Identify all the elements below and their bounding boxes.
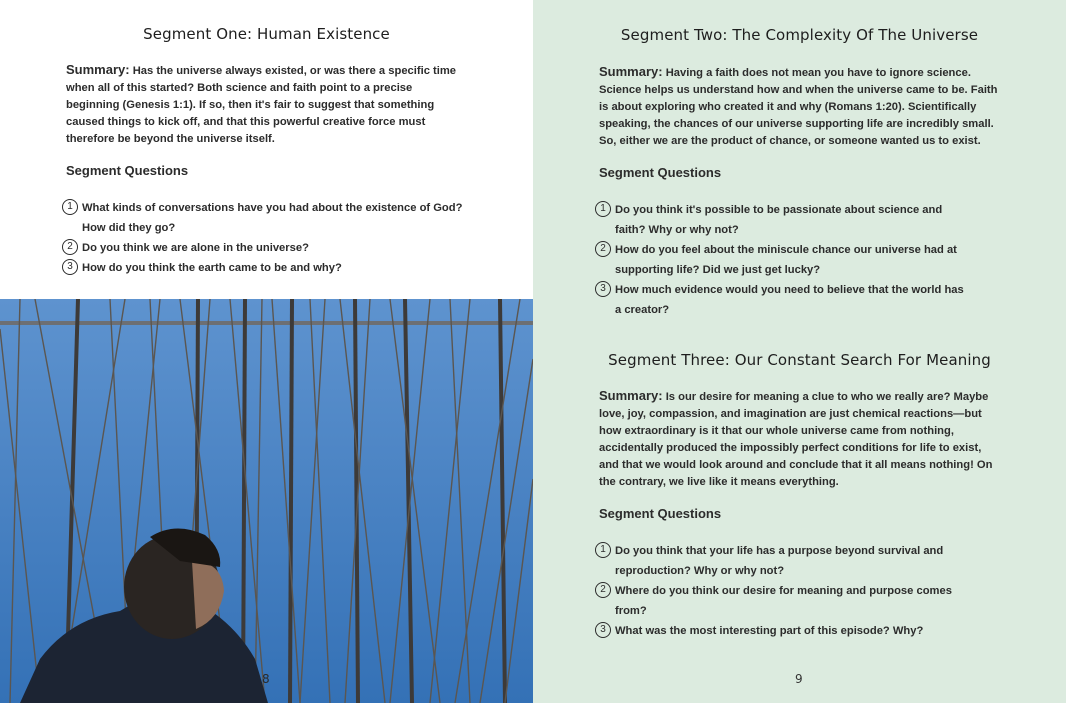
bridge-cables-image: [0, 299, 533, 703]
segment-one-title: Segment One: Human Existence: [143, 25, 390, 43]
segment-two-questions-heading: Segment Questions: [599, 165, 722, 180]
segment-three-title: Segment Three: Our Constant Search For Meaning: [608, 351, 991, 369]
question-item: [595, 581, 985, 621]
summary-label: Summary:: [599, 388, 663, 403]
right-page: [533, 0, 1066, 703]
segment-three-questions-heading: Segment Questions: [599, 506, 722, 521]
number-circle-icon: 3: [595, 622, 611, 638]
number-circle-icon: 1: [595, 201, 611, 217]
summary-label: Summary:: [66, 62, 130, 77]
segment-one-question-list: [62, 198, 472, 278]
question-item: [62, 198, 472, 238]
number-circle-icon: 1: [595, 542, 611, 558]
summary-text: Is our desire for meaning a clue to who we really are? Maybe love, joy, compassion, and imagination are just chemical reactions—but how extraordinary is it that our whole universe came from nothing, accidentally produced the impossibly perfect conditions for life to exist, and that we would look around and conclude that it all means nothing! On the contrary, we live like it means everything.: [599, 391, 993, 488]
question-item: [62, 258, 472, 278]
number-circle-icon: 2: [62, 239, 78, 255]
question-text: What kinds of conversations have you had about the existence of God? How did they go?: [82, 202, 463, 234]
bridge-photo: [0, 299, 533, 703]
number-circle-icon: 3: [62, 259, 78, 275]
segment-three-question-list: [595, 541, 985, 641]
question-item: [595, 621, 985, 641]
question-item: [62, 238, 472, 258]
question-text: Do you think it's possible to be passionate about science and faith? Why or why not?: [615, 204, 943, 236]
question-item: [595, 541, 985, 581]
page-number: 8: [262, 672, 270, 686]
segment-two-question-list: [595, 200, 970, 320]
question-text: Do you think that your life has a purpose beyond survival and reproduction? Why or why not?: [615, 545, 944, 577]
segment-one-questions-heading: Segment Questions: [66, 163, 189, 178]
question-text: How do you feel about the miniscule chance our universe had at supporting life? Did we just get lucky?: [615, 244, 957, 276]
question-item: [595, 240, 970, 280]
question-text: Do you think we are alone in the universe?: [82, 242, 309, 254]
segment-two-summary: [599, 63, 1004, 150]
summary-text: Has the universe always existed, or was there a specific time when all of this started? Both science and faith point to a precise beginning (Genesis 1:1). If so, then it's fair to suggest that something caused things to kick off, and that this powerful creative force must therefore be beyond the universe itself.: [66, 65, 457, 145]
summary-label: Summary:: [599, 64, 663, 79]
segment-two-title: Segment Two: The Complexity Of The Universe: [620, 26, 979, 44]
segment-three-summary: [599, 387, 999, 491]
question-item: [595, 200, 970, 240]
number-circle-icon: 3: [595, 281, 611, 297]
question-text: How do you think the earth came to be and why?: [82, 262, 342, 274]
question-text: Where do you think our desire for meaning and purpose comes from?: [615, 585, 952, 617]
number-circle-icon: 2: [595, 241, 611, 257]
segment-one-summary: [66, 61, 466, 148]
question-text: How much evidence would you need to believe that the world has a creator?: [615, 284, 964, 316]
question-item: [595, 280, 970, 320]
question-text: What was the most interesting part of this episode? Why?: [615, 625, 924, 637]
summary-text: Having a faith does not mean you have to ignore science. Science helps us understand how and when the universe came to be. Faith is about exploring who created it and why (Romans 1:20). Scientifically speaking, the chances of our universe supporting life are incredibly small. So, either we are the product of chance, or someone wanted us to exist.: [599, 67, 998, 147]
number-circle-icon: 1: [62, 199, 78, 215]
page-number: 9: [795, 672, 803, 686]
number-circle-icon: 2: [595, 582, 611, 598]
